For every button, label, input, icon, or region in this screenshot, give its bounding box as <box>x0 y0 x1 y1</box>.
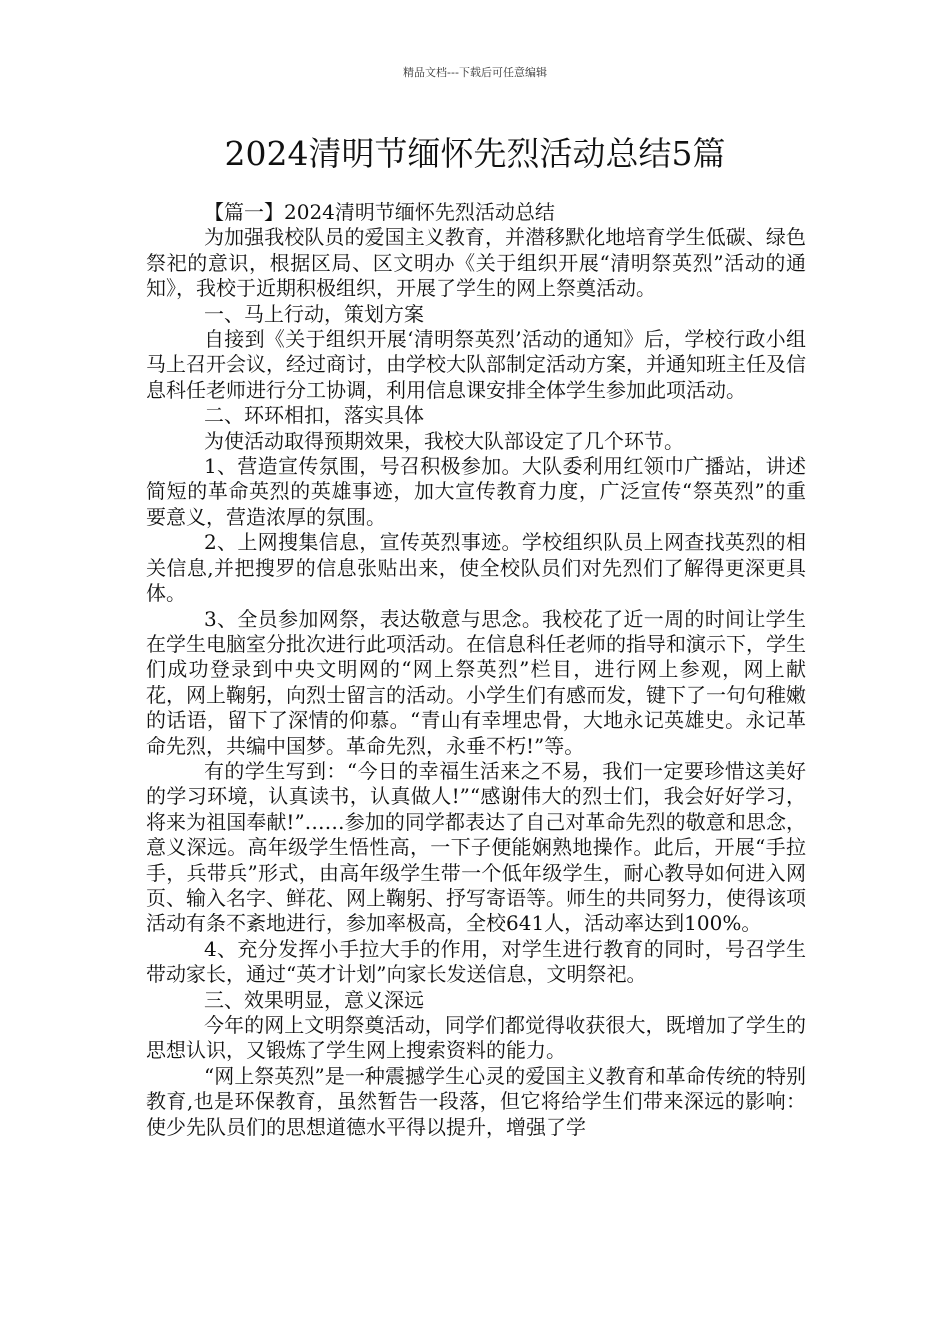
paragraph: 为加强我校队员的爱国主义教育，并潜移默化地培育学生低碳、绿色祭祀的意识，根据区局、区文明办《关于组织开展“清明祭英烈”活动的通知》，我校于近期积极组织，开展了学生的网上祭奠活动。 <box>146 225 806 301</box>
paragraph: 2、上网搜集信息，宣传英烈事迹。学校组织队员上网查找英烈的相关信息,并把搜罗的信息张贴出来，使全校队员们对先烈们了解得更深更具体。 <box>146 530 806 606</box>
paragraph: 有的学生写到：“今日的幸福生活来之不易，我们一定要珍惜这美好的学习环境，认真读书，认真做人!”“感谢伟大的烈士们，我会好好学习，将来为祖国奉献!”……参加的同学都表达了自己对革命先烈的敬意和思念，意义深远。高年级学生悟性高，一下子便能娴熟地操作。此后，开展“手拉手，兵带兵”形式，由高年级学生带一个低年级学生，耐心教导如何进入网页、输入名字、鲜花、网上鞠躬、抒写寄语等。师生的共同努力，使得该项活动有条不紊地进行，参加率极高，全校641人，活动率达到100%。 <box>146 758 806 936</box>
paragraph: 为使活动取得预期效果，我校大队部设定了几个环节。 <box>204 428 684 453</box>
subheading: 三、效果明显，意义深远 <box>204 987 424 1012</box>
section-heading: 【篇一】2024清明节缅怀先烈活动总结 <box>204 200 555 224</box>
paragraph: 1、营造宣传氛围，号召积极参加。大队委利用红领巾广播站，讲述简短的革命英烈的英雄事迹，加大宣传教育力度，广泛宣传“祭英烈”的重要意义，营造浓厚的氛围。 <box>146 454 806 529</box>
document-title: 2024清明节缅怀先烈活动总结5篇 <box>224 134 726 173</box>
document-body <box>146 200 806 1140</box>
subheading: 一、马上行动，策划方案 <box>204 301 424 326</box>
paragraph: 3、全员参加网祭，表达敬意与思念。我校花了近一周的时间让学生在学生电脑室分批次进行此项活动。在信息科任老师的指导和演示下，学生们成功登录到中央文明网的“网上祭英烈”栏目，进行网上参观，网上献花，网上鞠躬，向烈士留言的活动。小学生们有感而发，键下了一句句稚嫩的话语，留下了深情的仰慕。“青山有幸埋忠骨，大地永记英雄史。永记革命先烈，共编中国梦。革命先烈，永垂不朽!”等。 <box>146 606 806 758</box>
header-note: 精品文档---下载后可任意编辑 <box>403 66 547 79</box>
paragraph: “网上祭英烈”是一种震撼学生心灵的爱国主义教育和革命传统的特别教育,也是环保教育，虽然暂告一段落，但它将给学生们带来深远的影响：使少先队员们的思想道德水平得以提升，增强了学 <box>146 1063 806 1139</box>
paragraph: 今年的网上文明祭奠活动，同学们都觉得收获很大，既增加了学生的思想认识，又锻炼了学生网上搜索资料的能力。 <box>146 1013 806 1063</box>
paragraph: 自接到《关于组织开展‘清明祭英烈’活动的通知》后，学校行政小组马上召开会议，经过商讨，由学校大队部制定活动方案，并通知班主任及信息科任老师进行分工协调，利用信息课安排全体学生参加此项活动。 <box>146 327 806 402</box>
paragraph: 4、充分发挥小手拉大手的作用，对学生进行教育的同时，号召学生带动家长，通过“英才计划”向家长发送信息，文明祭祀。 <box>146 936 806 987</box>
subheading: 二、环环相扣，落实具体 <box>204 403 424 428</box>
